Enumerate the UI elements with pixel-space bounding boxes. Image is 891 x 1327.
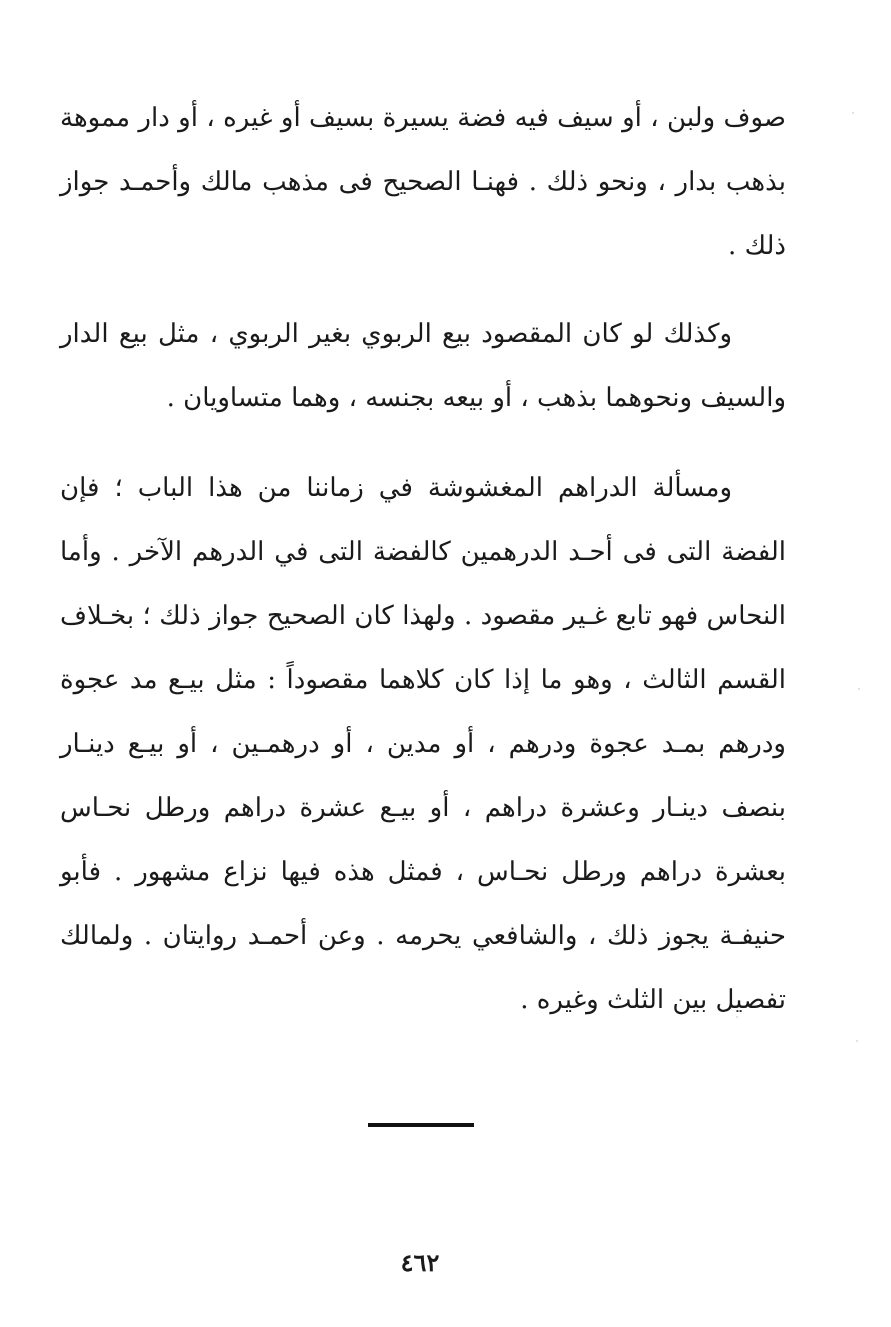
paragraph-3: ومسألة الدراهم المغشوشة في زماننا من هذا الباب ؛ فإن الفضة التى فى أحـد الدرهمين كالفضة التى في الدرهم الآخر . وأما النحاس فهو تابع غـير مقصود . ولهذا كان الصحيح جواز ذلك ؛ بخـلاف القسم الثالث ، وهو ما إذا كان كلاهما مقصوداً : مثل بيـع مد عجوة ودرهم بمـد عجوة ودرهم ، أو مدين ، أو درهمـين ، أو بيـع دينـار بنصف دينـار وعشرة دراهم ، أو بيـع عشرة دراهم ورطل نحـاس بعشرة دراهم ورطل نحـاس ، فمثل هذه فيها نزاع مشهور . فأبو حنيفـة يجوز ذلك ، والشافعي يحرمه . وعن أحمـد روايتان . ولمالك تفصيل بين الثلث وغيره . xyxy=(60,473,786,1015)
scan-speck xyxy=(736,1016,738,1018)
paragraph-1: صوف ولبن ، أو سيف فيه فضة يسيرة بسيف أو غيره ، أو دار مموهة بذهب بدار ، ونحو ذلك . فهنـا الصحيح فى مذهب مالك وأحمـد جواز ذلك . xyxy=(60,103,786,261)
scan-speck xyxy=(856,1040,858,1042)
paragraph-2: وكذلك لو كان المقصود بيع الربوي بغير الربوي ، مثل بيع الدار والسيف ونحوهما بذهب ، أو بيعه بجنسه ، وهما متساويان . xyxy=(60,319,786,413)
footnote-separator-rule xyxy=(368,1123,474,1127)
page-number: ٤٦٢ xyxy=(400,1248,440,1277)
scan-speck xyxy=(852,112,854,114)
scan-speck xyxy=(858,688,860,690)
